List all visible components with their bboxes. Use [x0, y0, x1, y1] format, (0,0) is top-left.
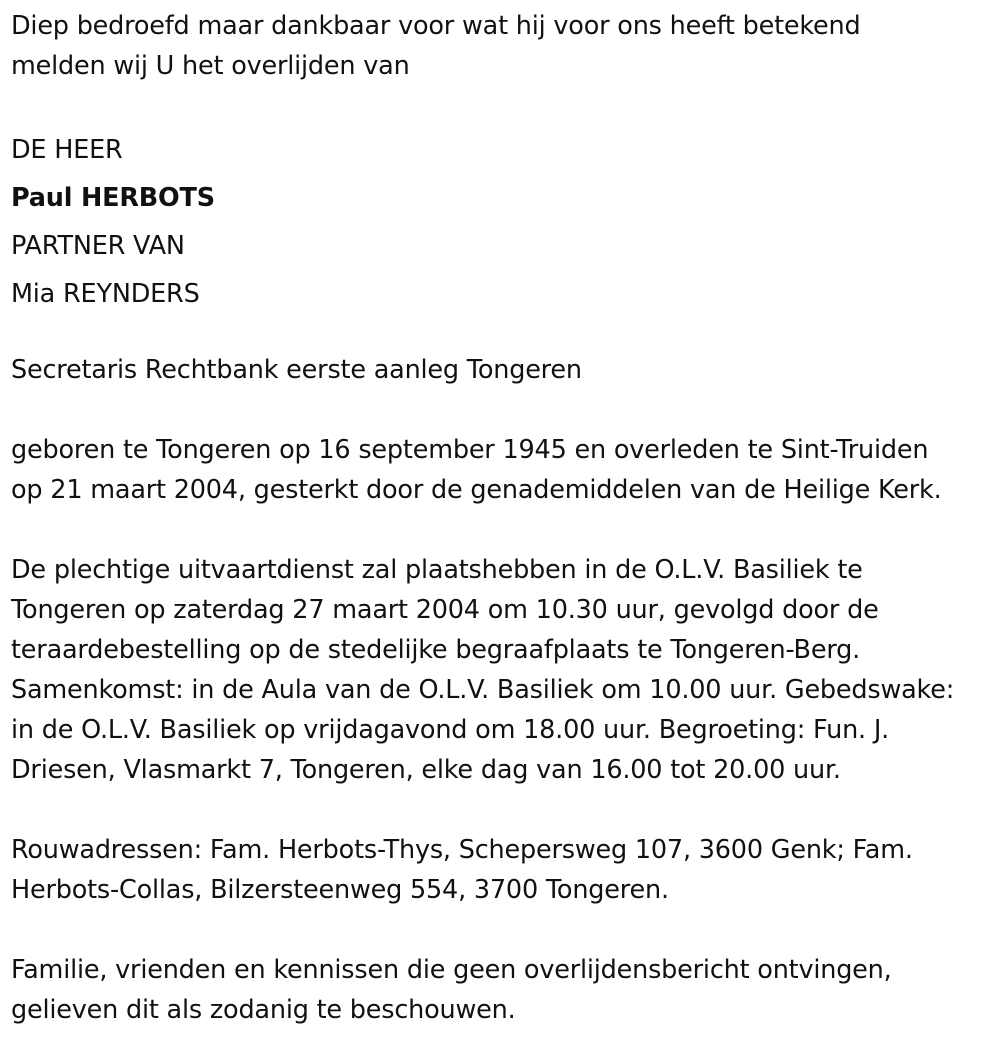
ceremony-line-6: Driesen, Vlasmarkt 7, Tongeren, elke dag van 16.00 tot 20.00 uur. [11, 755, 841, 785]
ceremony-line-4: Samenkomst: in de Aula van de O.L.V. Basiliek om 10.00 uur. Gebedswake: [11, 675, 955, 705]
partner-name: Mia REYNDERS [11, 279, 200, 309]
deceased-block [11, 126, 996, 318]
ceremony-paragraph [11, 550, 996, 790]
ceremony-line-5: in de O.L.V. Basiliek op vrijdagavond om 18.00 uur. Begroeting: Fun. J. [11, 715, 890, 745]
deceased-name: Paul HERBOTS [11, 183, 215, 213]
birth-death-line-1: geboren te Tongeren op 16 september 1945 en overleden te Sint-Truiden [11, 435, 929, 465]
intro-line-2: melden wij U het overlijden van [11, 51, 410, 81]
intro-paragraph [11, 6, 996, 86]
intro-line-1: Diep bedroefd maar dankbaar voor wat hij voor ons heeft betekend [11, 11, 861, 41]
ceremony-line-2: Tongeren op zaterdag 27 maart 2004 om 10.30 uur, gevolgd door de [11, 595, 879, 625]
ceremony-line-3: teraardebestelling op de stedelijke begraafplaats te Tongeren-Berg. [11, 635, 861, 665]
closing-paragraph [11, 950, 996, 1030]
deceased-prefix: DE HEER [11, 135, 123, 165]
birth-death-paragraph [11, 430, 996, 510]
addresses-line-2: Herbots-Collas, Bilzersteenweg 554, 3700 Tongeren. [11, 875, 669, 905]
closing-line-1: Familie, vrienden en kennissen die geen overlijdensbericht ontvingen, [11, 955, 892, 985]
partner-label: PARTNER VAN [11, 231, 185, 261]
closing-line-2: gelieven dit als zodanig te beschouwen. [11, 995, 516, 1025]
obituary-notice [11, 6, 996, 1030]
birth-death-line-2: op 21 maart 2004, gesterkt door de genademiddelen van de Heilige Kerk. [11, 475, 942, 505]
addresses-line-1: Rouwadressen: Fam. Herbots-Thys, Schepersweg 107, 3600 Genk; Fam. [11, 835, 913, 865]
function-title: Secretaris Rechtbank eerste aanleg Tongeren [11, 355, 582, 385]
ceremony-line-1: De plechtige uitvaartdienst zal plaatshebben in de O.L.V. Basiliek te [11, 555, 863, 585]
addresses-paragraph [11, 830, 996, 910]
